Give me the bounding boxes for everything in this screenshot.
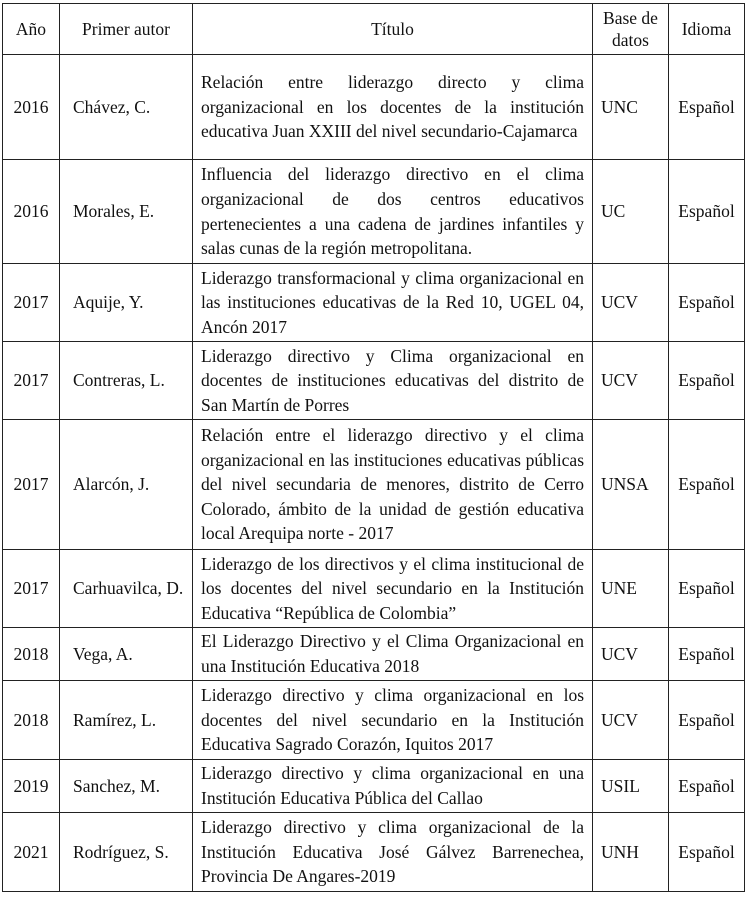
cell-year: 2019 <box>3 760 60 813</box>
cell-title: El Liderazgo Directivo y el Clima Organizacional en una Institución Educativa 2018 <box>193 628 593 681</box>
header-row <box>3 4 745 55</box>
table-row <box>3 681 745 760</box>
cell-database: UCV <box>593 628 669 681</box>
cell-language: Español <box>669 813 745 892</box>
cell-year: 2017 <box>3 342 60 420</box>
cell-database: UNSA <box>593 420 669 550</box>
cell-database: UNH <box>593 813 669 892</box>
cell-language: Español <box>669 264 745 342</box>
cell-language: Español <box>669 760 745 813</box>
cell-author: Rodríguez, S. <box>60 813 193 892</box>
cell-database: UC <box>593 160 669 264</box>
cell-author: Morales, E. <box>60 160 193 264</box>
cell-year: 2016 <box>3 55 60 160</box>
cell-language: Español <box>669 342 745 420</box>
cell-language: Español <box>669 681 745 760</box>
cell-year: 2016 <box>3 160 60 264</box>
table-row <box>3 760 745 813</box>
table-row <box>3 813 745 892</box>
cell-author: Aquije, Y. <box>60 264 193 342</box>
table-row <box>3 342 745 420</box>
header-database: Base de datos <box>593 4 669 55</box>
cell-year: 2017 <box>3 264 60 342</box>
cell-title: Relación entre liderazgo directo y clima organizacional en los docentes de la institución educativa Juan XXIII del nivel secundario-Cajamarca <box>193 55 593 160</box>
cell-language: Español <box>669 160 745 264</box>
cell-year: 2021 <box>3 813 60 892</box>
header-language: Idioma <box>669 4 745 55</box>
table-row <box>3 628 745 681</box>
cell-database: UCV <box>593 681 669 760</box>
cell-language: Español <box>669 55 745 160</box>
header-title: Título <box>193 4 593 55</box>
cell-year: 2017 <box>3 420 60 550</box>
cell-language: Español <box>669 420 745 550</box>
cell-title: Liderazgo directivo y clima organizacional en los docentes del nivel secundario en la Institución Educativa Sagrado Corazón, Iquitos 2017 <box>193 681 593 760</box>
cell-language: Español <box>669 550 745 628</box>
cell-language: Español <box>669 628 745 681</box>
cell-database: UNC <box>593 55 669 160</box>
cell-database: UCV <box>593 342 669 420</box>
cell-author: Chávez, C. <box>60 55 193 160</box>
header-author: Primer autor <box>60 4 193 55</box>
cell-title: Liderazgo directivo y Clima organizacional en docentes de instituciones educativas del distrito de San Martín de Porres <box>193 342 593 420</box>
cell-author: Alarcón, J. <box>60 420 193 550</box>
studies-table <box>2 3 745 892</box>
cell-author: Contreras, L. <box>60 342 193 420</box>
cell-year: 2017 <box>3 550 60 628</box>
table-row <box>3 420 745 550</box>
cell-title: Relación entre el liderazgo directivo y el clima organizacional en las instituciones educativas públicas del nivel secundaria de menores, distrito de Cerro Colorado, ámbito de la unidad de gestión educativa local Arequipa norte - 2017 <box>193 420 593 550</box>
header-year: Año <box>3 4 60 55</box>
cell-year: 2018 <box>3 681 60 760</box>
cell-year: 2018 <box>3 628 60 681</box>
table-row <box>3 55 745 160</box>
cell-author: Carhuavilca, D. <box>60 550 193 628</box>
cell-title: Liderazgo de los directivos y el clima institucional de los docentes del nivel secundario en la Institución Educativa “República de Colombia” <box>193 550 593 628</box>
cell-author: Sanchez, M. <box>60 760 193 813</box>
cell-database: USIL <box>593 760 669 813</box>
cell-title: Influencia del liderazgo directivo en el clima organizacional de dos centros educativos pertenecientes a una cadena de jardines infantiles y salas cunas de la región metropolitana. <box>193 160 593 264</box>
cell-database: UNE <box>593 550 669 628</box>
cell-database: UCV <box>593 264 669 342</box>
table-row <box>3 160 745 264</box>
cell-title: Liderazgo transformacional y clima organizacional en las instituciones educativas de la Red 10, UGEL 04, Ancón 2017 <box>193 264 593 342</box>
table-row <box>3 550 745 628</box>
table-row <box>3 264 745 342</box>
cell-title: Liderazgo directivo y clima organizacional en una Institución Educativa Pública del Callao <box>193 760 593 813</box>
cell-author: Vega, A. <box>60 628 193 681</box>
cell-title: Liderazgo directivo y clima organizacional de la Institución Educativa José Gálvez Barrenechea, Provincia De Angares-2019 <box>193 813 593 892</box>
cell-author: Ramírez, L. <box>60 681 193 760</box>
